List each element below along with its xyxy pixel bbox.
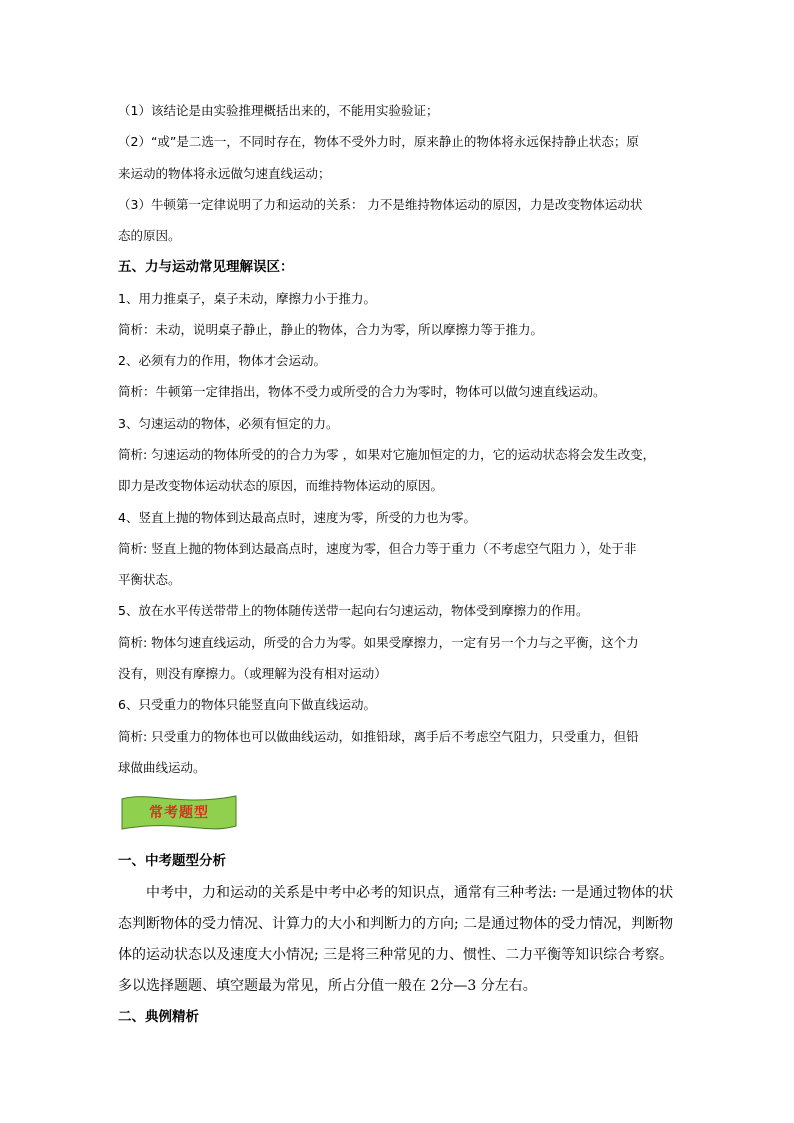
analysis-4-line-2: 平衡状态。 xyxy=(118,572,181,587)
note-3-line-1: （3）牛顿第一定律说明了力和运动的关系： 力不是维持物体运动的原因，力是改变物体运动状 xyxy=(118,197,643,212)
note-3-line-2: 态的原因。 xyxy=(118,228,181,243)
analysis-3-line-2: 即力是改变物体运动状态的原因，而维持物体运动的原因。 xyxy=(118,478,444,493)
common-question-types-banner xyxy=(120,793,238,833)
analysis-5-line-1: 简析: 物体匀速直线运动，所受的合力为零。如果受摩擦力，一定有另一个力与之平衡，这个力 xyxy=(118,635,639,650)
analysis-6-line-2: 球做曲线运动。 xyxy=(118,760,206,775)
analysis-3-line-1: 简析: 匀速运动的物体所受的的合力为零 ，如果对它施加恒定的力，它的运动状态将会发生改变， xyxy=(118,447,656,462)
analysis-1: 简析：未动，说明桌子静止，静止的物体，合力为零，所以摩擦力等于推力。 xyxy=(118,322,544,337)
analysis-2: 简析：牛顿第一定律指出，物体不受力或所受的合力为零时，物体可以做匀速直线运动。 xyxy=(118,384,606,399)
note-2-line-2: 来运动的物体将永远做匀速直线运动； xyxy=(118,166,331,181)
misconception-4: 4、竖直上抛的物体到达最高点时，速度为零，所受的力也为零。 xyxy=(118,510,476,525)
analysis-6-line-1: 简析: 只受重力的物体也可以做曲线运动，如推铅球，离手后不考虑空气阻力，只受重力，但铅 xyxy=(118,729,639,744)
analysis-paragraph-line-2: 态判断物体的受力情况、计算力的大小和判断力的方向; 二是通过物体的受力情况，判断物 xyxy=(118,916,674,932)
typical-examples-title: 二、典例精析 xyxy=(118,1009,199,1025)
misconception-2: 2、必须有力的作用，物体才会运动。 xyxy=(118,353,326,368)
analysis-5-line-2: 没有，则没有摩擦力。（或理解为没有相对运动） xyxy=(118,666,387,681)
exam-analysis-title: 一、中考题型分析 xyxy=(118,853,226,869)
analysis-paragraph-line-1: 中考中，力和运动的关系是中考中必考的知识点，通常有三种考法: 一是通过物体的状 xyxy=(146,885,674,901)
note-2-line-1: （2）“或”是二选一，不同时存在，物体不受外力时，原来静止的物体将永远保持静止状态；原 xyxy=(118,134,639,149)
analysis-paragraph-line-3: 体的运动状态以及速度大小情况; 三是将三种常见的力、惯性、二力平衡等知识综合考察。 xyxy=(118,947,674,963)
analysis-paragraph-line-4: 多以选择题题、填空题最为常见，所占分值一般在 2分—3 分左右。 xyxy=(118,978,537,994)
section-5-title: 五、力与运动常见理解误区： xyxy=(118,259,294,275)
banner-label: 常考题型 xyxy=(149,805,209,821)
note-1: （1）该结论是由实验推理概括出来的，不能用实验验证； xyxy=(118,103,439,118)
misconception-6: 6、只受重力的物体只能竖直向下做直线运动。 xyxy=(118,697,376,712)
misconception-3: 3、匀速运动的物体，必须有恒定的力。 xyxy=(118,416,339,431)
misconception-1: 1、用力推桌子，桌子未动，摩擦力小于推力。 xyxy=(118,291,376,306)
analysis-4-line-1: 简析: 竖直上抛的物体到达最高点时，速度为零，但合力等于重力（不考虑空气阻力 ），处于非 xyxy=(118,541,637,556)
misconception-5: 5、放在水平传送带带上的物体随传送带一起向右匀速运动，物体受到摩擦力的作用。 xyxy=(118,603,589,618)
